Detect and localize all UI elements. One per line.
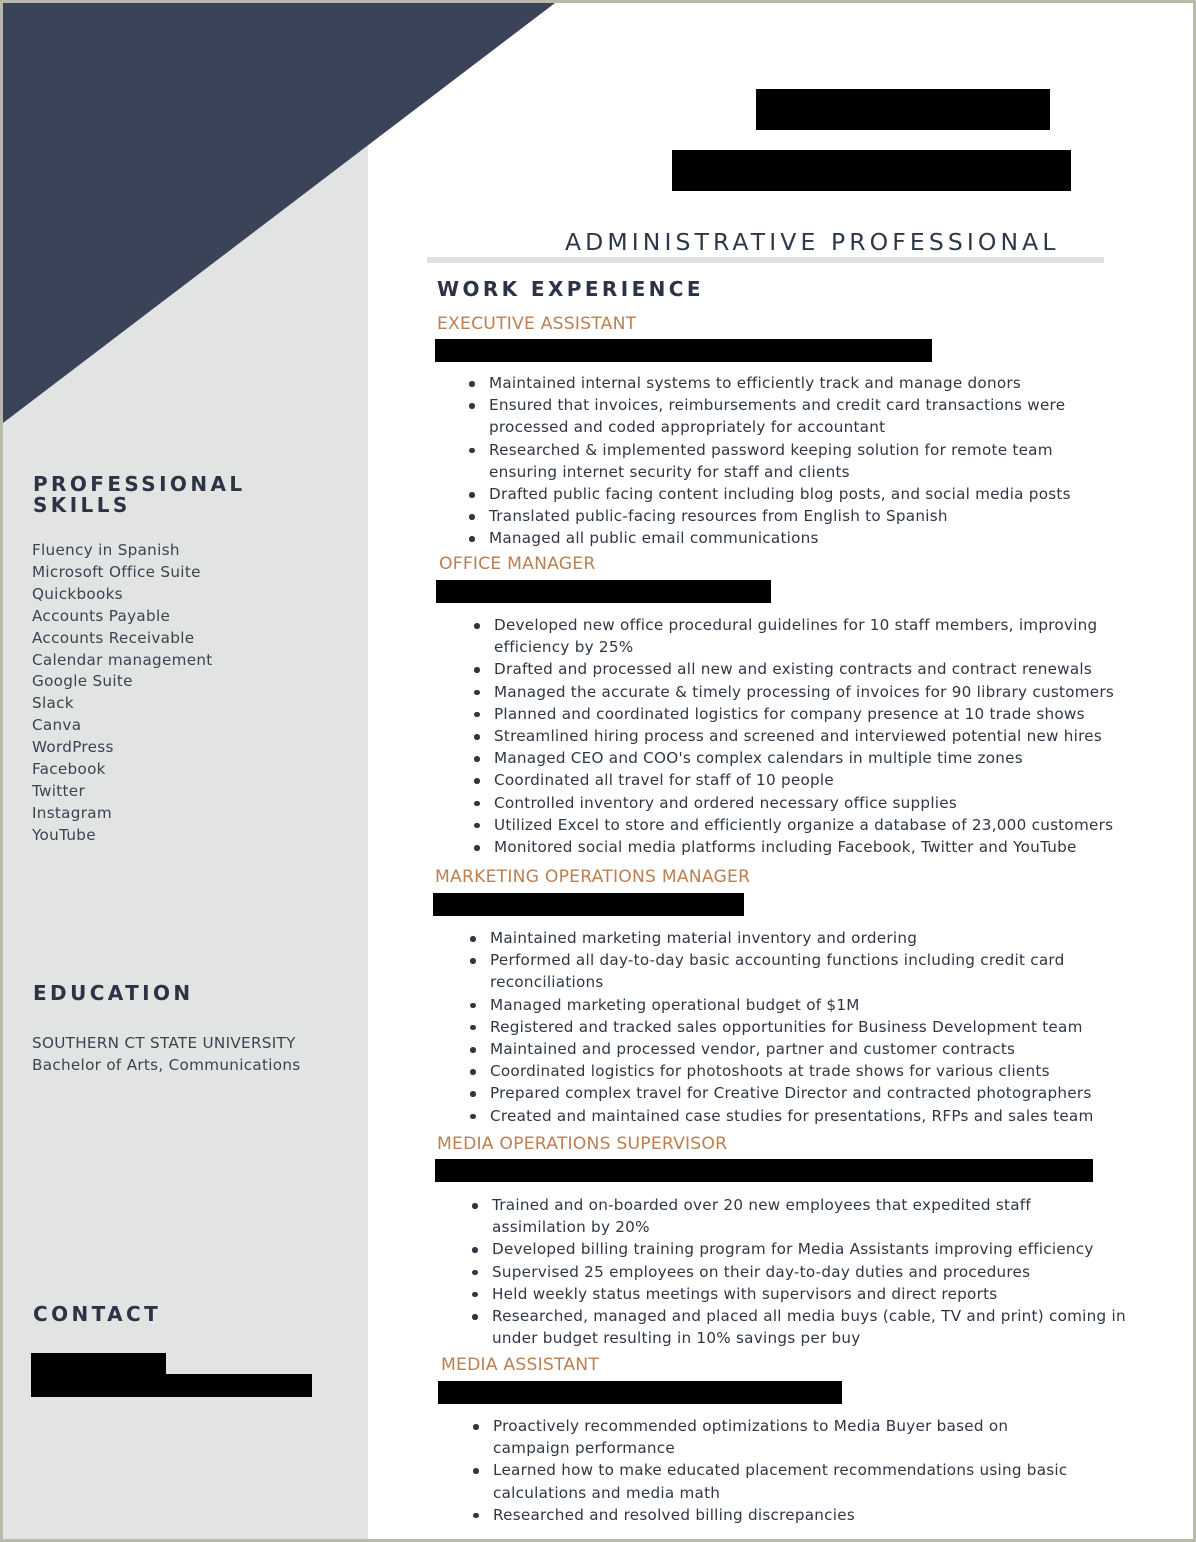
job-bullets [494, 614, 1164, 858]
contact-redaction [31, 1374, 312, 1397]
bullet-item: Coordinated all travel for staff of 10 people [494, 769, 1164, 791]
job-bullets [492, 1194, 1162, 1349]
bullet-item: Managed the accurate & timely processing of invoices for 90 library customers [494, 681, 1164, 703]
education-degree: Bachelor of Arts, Communications [32, 1056, 301, 1074]
bullet-item: Developed new office procedural guidelines for 10 staff members, improving efficiency by 25% [494, 614, 1134, 658]
employer-redaction [435, 339, 932, 362]
bullet-item: Translated public-facing resources from English to Spanish [489, 505, 1129, 527]
skill-item: Accounts Receivable [32, 628, 195, 647]
bullet-item: Drafted and processed all new and existing contracts and contract renewals [494, 658, 1164, 680]
bullet-item: Planned and coordinated logistics for company presence at 10 trade shows [494, 703, 1164, 725]
skills-list [32, 540, 213, 847]
bullet-item: Streamlined hiring process and screened and interviewed potential new hires [494, 725, 1164, 747]
employer-redaction [436, 580, 771, 603]
bullet-item: Prepared complex travel for Creative Director and contracted photographers [490, 1082, 1160, 1104]
role-title: EXECUTIVE ASSISTANT [437, 314, 637, 334]
bullet-item: Performed all day-to-day basic accounting functions including credit card reconciliations [490, 949, 1100, 993]
bullet-item: Maintained and processed vendor, partner and customer contracts [490, 1038, 1160, 1060]
bullet-item: Drafted public facing content including blog posts, and social media posts [489, 483, 1129, 505]
bullet-item: Managed CEO and COO's complex calendars in multiple time zones [494, 747, 1164, 769]
bullet-item: Controlled inventory and ordered necessary office supplies [494, 792, 1164, 814]
bullet-item: Developed billing training program for Media Assistants improving efficiency [492, 1238, 1162, 1260]
skill-item: Microsoft Office Suite [32, 562, 201, 581]
bullet-item: Monitored social media platforms including Facebook, Twitter and YouTube [494, 836, 1164, 858]
role-title: OFFICE MANAGER [439, 554, 596, 574]
contact-heading: CONTACT [33, 1302, 162, 1326]
job-bullets [493, 1415, 1163, 1526]
bullet-item: Researched and resolved billing discrepancies [493, 1504, 1163, 1526]
name-redaction [672, 150, 1071, 191]
bullet-item: Researched, managed and placed all media buys (cable, TV and print) coming in under budget resulting in 10% savings per buy [492, 1305, 1157, 1349]
skill-item: Twitter [32, 781, 85, 800]
role-title: MEDIA OPERATIONS SUPERVISOR [437, 1134, 728, 1154]
bullet-item: Maintained marketing material inventory and ordering [490, 927, 1160, 949]
employer-redaction [435, 1159, 1093, 1182]
role-title: MARKETING OPERATIONS MANAGER [435, 867, 751, 887]
page-title: ADMINISTRATIVE PROFESSIONAL [565, 228, 1060, 256]
skill-item: WordPress [32, 738, 114, 757]
employer-redaction [433, 893, 744, 916]
skill-item: Accounts Payable [32, 606, 171, 625]
job-bullets [489, 372, 1129, 550]
education-heading: EDUCATION [33, 981, 194, 1005]
bullet-item: Supervised 25 employees on their day-to-day duties and procedures [492, 1261, 1162, 1283]
skill-item: Calendar management [32, 650, 213, 669]
skills-heading [33, 474, 246, 516]
name-redaction [756, 89, 1050, 130]
bullet-item: Maintained internal systems to efficiently track and manage donors [489, 372, 1129, 394]
bullet-item: Researched & implemented password keeping solution for remote team ensuring internet security for staff and clients [489, 439, 1079, 483]
skill-item: Slack [32, 694, 74, 713]
title-divider [427, 257, 1104, 263]
skill-item: Quickbooks [32, 584, 123, 603]
skill-item: Fluency in Spanish [32, 541, 180, 559]
bullet-item: Proactively recommended optimizations to Media Buyer based on campaign performance [493, 1415, 1053, 1459]
bullet-item: Held weekly status meetings with supervisors and direct reports [492, 1283, 1162, 1305]
skill-item: YouTube [32, 825, 96, 844]
skill-item: Facebook [32, 760, 106, 779]
bullet-item: Learned how to make educated placement recommendations using basic calculations and media math [493, 1459, 1103, 1503]
education-school: SOUTHERN CT STATE UNIVERSITY [32, 1034, 296, 1052]
employer-redaction [438, 1381, 842, 1404]
skills-heading-line2: SKILLS [33, 493, 131, 517]
skills-heading-line1: PROFESSIONAL [33, 472, 246, 496]
skill-item: Google Suite [32, 672, 133, 691]
bullet-item: Registered and tracked sales opportunities for Business Development team [490, 1016, 1160, 1038]
bullet-item: Trained and on-boarded over 20 new employees that expedited staff assimilation by 20% [492, 1194, 1072, 1238]
bullet-item: Coordinated logistics for photoshoots at trade shows for various clients [490, 1060, 1160, 1082]
bullet-item: Managed all public email communications [489, 527, 1129, 549]
skill-item: Instagram [32, 803, 112, 822]
work-experience-heading: WORK EXPERIENCE [437, 277, 704, 301]
bullet-item: Created and maintained case studies for presentations, RFPs and sales team [490, 1105, 1160, 1127]
role-title: MEDIA ASSISTANT [441, 1355, 600, 1375]
job-bullets [490, 927, 1160, 1127]
education-block [32, 1032, 300, 1076]
bullet-item: Utilized Excel to store and efficiently organize a database of 23,000 customers [494, 814, 1164, 836]
bullet-item: Managed marketing operational budget of $1M [490, 994, 1160, 1016]
skill-item: Canva [32, 716, 82, 735]
bullet-item: Ensured that invoices, reimbursements and credit card transactions were processed and coded appropriately for accountant [489, 394, 1089, 438]
